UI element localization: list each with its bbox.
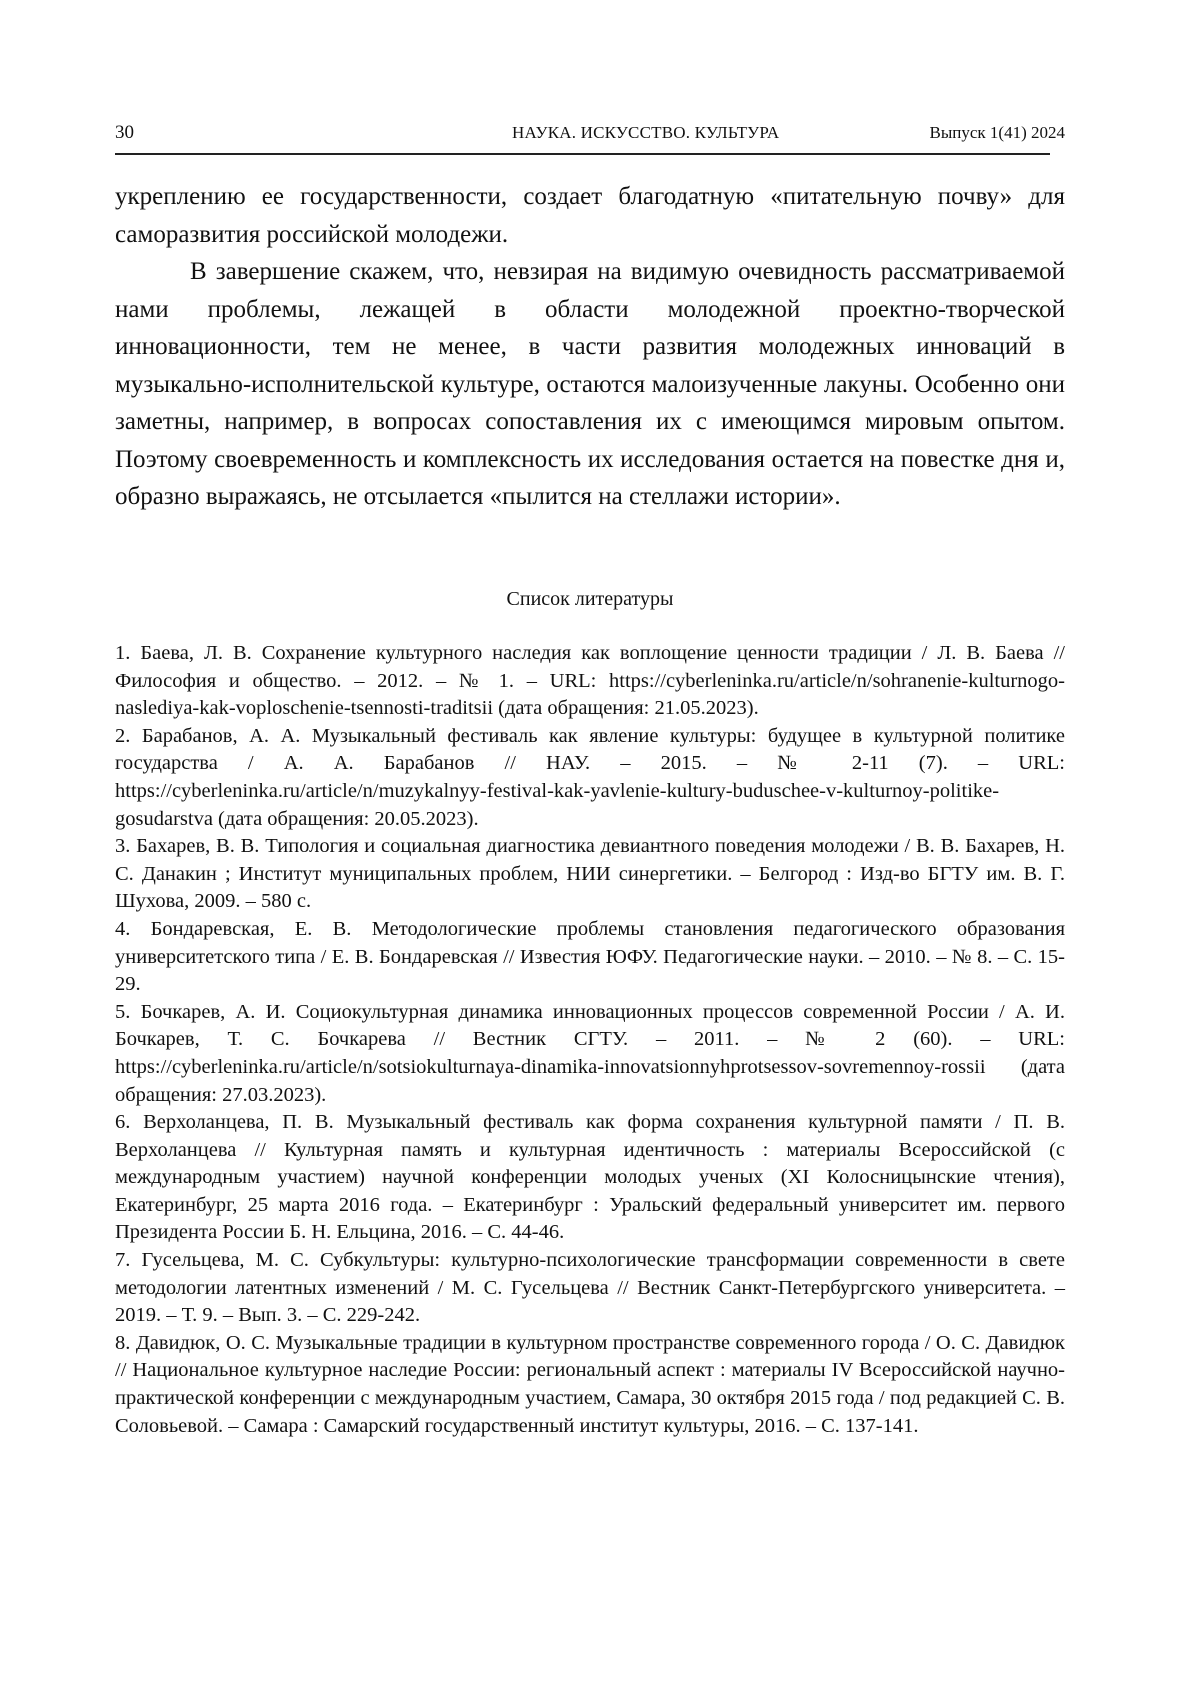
body-text bbox=[115, 178, 1065, 516]
reference-item: 3. Бахарев, В. В. Типология и социальная диагностика девиантного поведения молодежи / В. В. Бахарев, Н. С. Данакин ; Институт муниципальных проблем, НИИ синергетики. – Белгород : Изд-во БГТУ им. В. Г. Шухова, 2009. – 580 с. bbox=[115, 833, 1065, 916]
reference-item: 2. Барабанов, А. А. Музыкальный фестиваль как явление культуры: будущее в культурной политике государства / А. А. Барабанов // НАУ. – 2015. – № 2-11 (7). – URL: https://cyberleninka.ru/article/n/muzykalnyy-festival-kak-yavlenie-kultury-buduschee-v-kulturnoy-politike-gosudarstva (дата обращения: 20.05.2023). bbox=[115, 723, 1065, 833]
reference-item: 5. Бочкарев, А. И. Социокультурная динамика инновационных процессов современной России / А. И. Бочкарев, Т. С. Бочкарева // Вестник СГТУ. – 2011. – № 2 (60). – URL: https://cyberleninka.ru/article/n/sotsiokulturnaya-dinamika-innovatsionnyhprotsessov-sovremennoy-rossii (дата обращения: 27.03.2023). bbox=[115, 999, 1065, 1109]
journal-title: НАУКА. ИСКУССТВО. КУЛЬТУРА bbox=[512, 123, 779, 143]
journal-page bbox=[0, 0, 1200, 1697]
reference-item: 1. Баева, Л. В. Сохранение культурного наследия как воплощение ценности традиции / Л. В. Баева // Философия и общество. – 2012. – № 1. – URL: https://cyberleninka.ru/article/n/sohranenie-kulturnogo-naslediya-kak-voploschenie-tsennosti-traditsii (дата обращения: 21.05.2023). bbox=[115, 640, 1065, 723]
body-paragraph: В завершение скажем, что, невзирая на видимую очевидность рассматриваемой нами проблемы, лежащей в области молодежной проектно-творческой инновационности, тем не менее, в части развития молодежных инноваций в музыкально-исполнительской культуре, остаются малоизученные лакуны. Особенно они заметны, например, в вопросах сопоставления их с имеющимся мировым опытом. Поэтому своевременность и комплексность их исследования остается на повестке дня и, образно выражаясь, не отсылается «пылится на стеллажи истории». bbox=[115, 253, 1065, 516]
page-number: 30 bbox=[115, 122, 134, 144]
reference-item: 4. Бондаревская, Е. В. Методологические проблемы становления педагогического образования университетского типа / Е. В. Бондаревская // Известия ЮФУ. Педагогические науки. – 2010. – № 8. – С. 15-29. bbox=[115, 916, 1065, 999]
reference-list bbox=[115, 640, 1065, 1440]
body-paragraph: укреплению ее государственности, создает благодатную «питательную почву» для саморазвития российской молодежи. bbox=[115, 178, 1065, 253]
header-rule bbox=[115, 153, 1050, 155]
reference-item: 6. Верхоланцева, П. В. Музыкальный фестиваль как форма сохранения культурной памяти / П. В. Верхоланцева // Культурная память и культурная идентичность : материалы Всероссийской (с международным участием) научной конференции молодых ученых (XI Колосницынские чтения), Екатеринбург, 25 марта 2016 года. – Екатеринбург : Уральский федеральный университет им. первого Президента России Б. Н. Ельцина, 2016. – С. 44-46. bbox=[115, 1109, 1065, 1247]
reference-item: 7. Гусельцева, М. С. Субкультуры: культурно-психологические трансформации современности в свете методологии латентных изменений / М. С. Гусельцева // Вестник Санкт-Петербургского университета. – 2019. – Т. 9. – Вып. 3. – С. 229-242. bbox=[115, 1247, 1065, 1330]
running-header bbox=[115, 120, 1065, 148]
issue-label: Выпуск 1(41) 2024 bbox=[930, 123, 1066, 143]
reference-item: 8. Давидюк, О. С. Музыкальные традиции в культурном пространстве современного города / О. С. Давидюк // Национальное культурное наследие России: региональный аспект : материалы IV Всероссийской научно-практической конференции с международным участием, Самара, 30 октября 2015 года / под редакцией С. В. Соловьевой. – Самара : Самарский государственный институт культуры, 2016. – С. 137-141. bbox=[115, 1330, 1065, 1440]
references-heading: Список литературы bbox=[115, 588, 1065, 611]
